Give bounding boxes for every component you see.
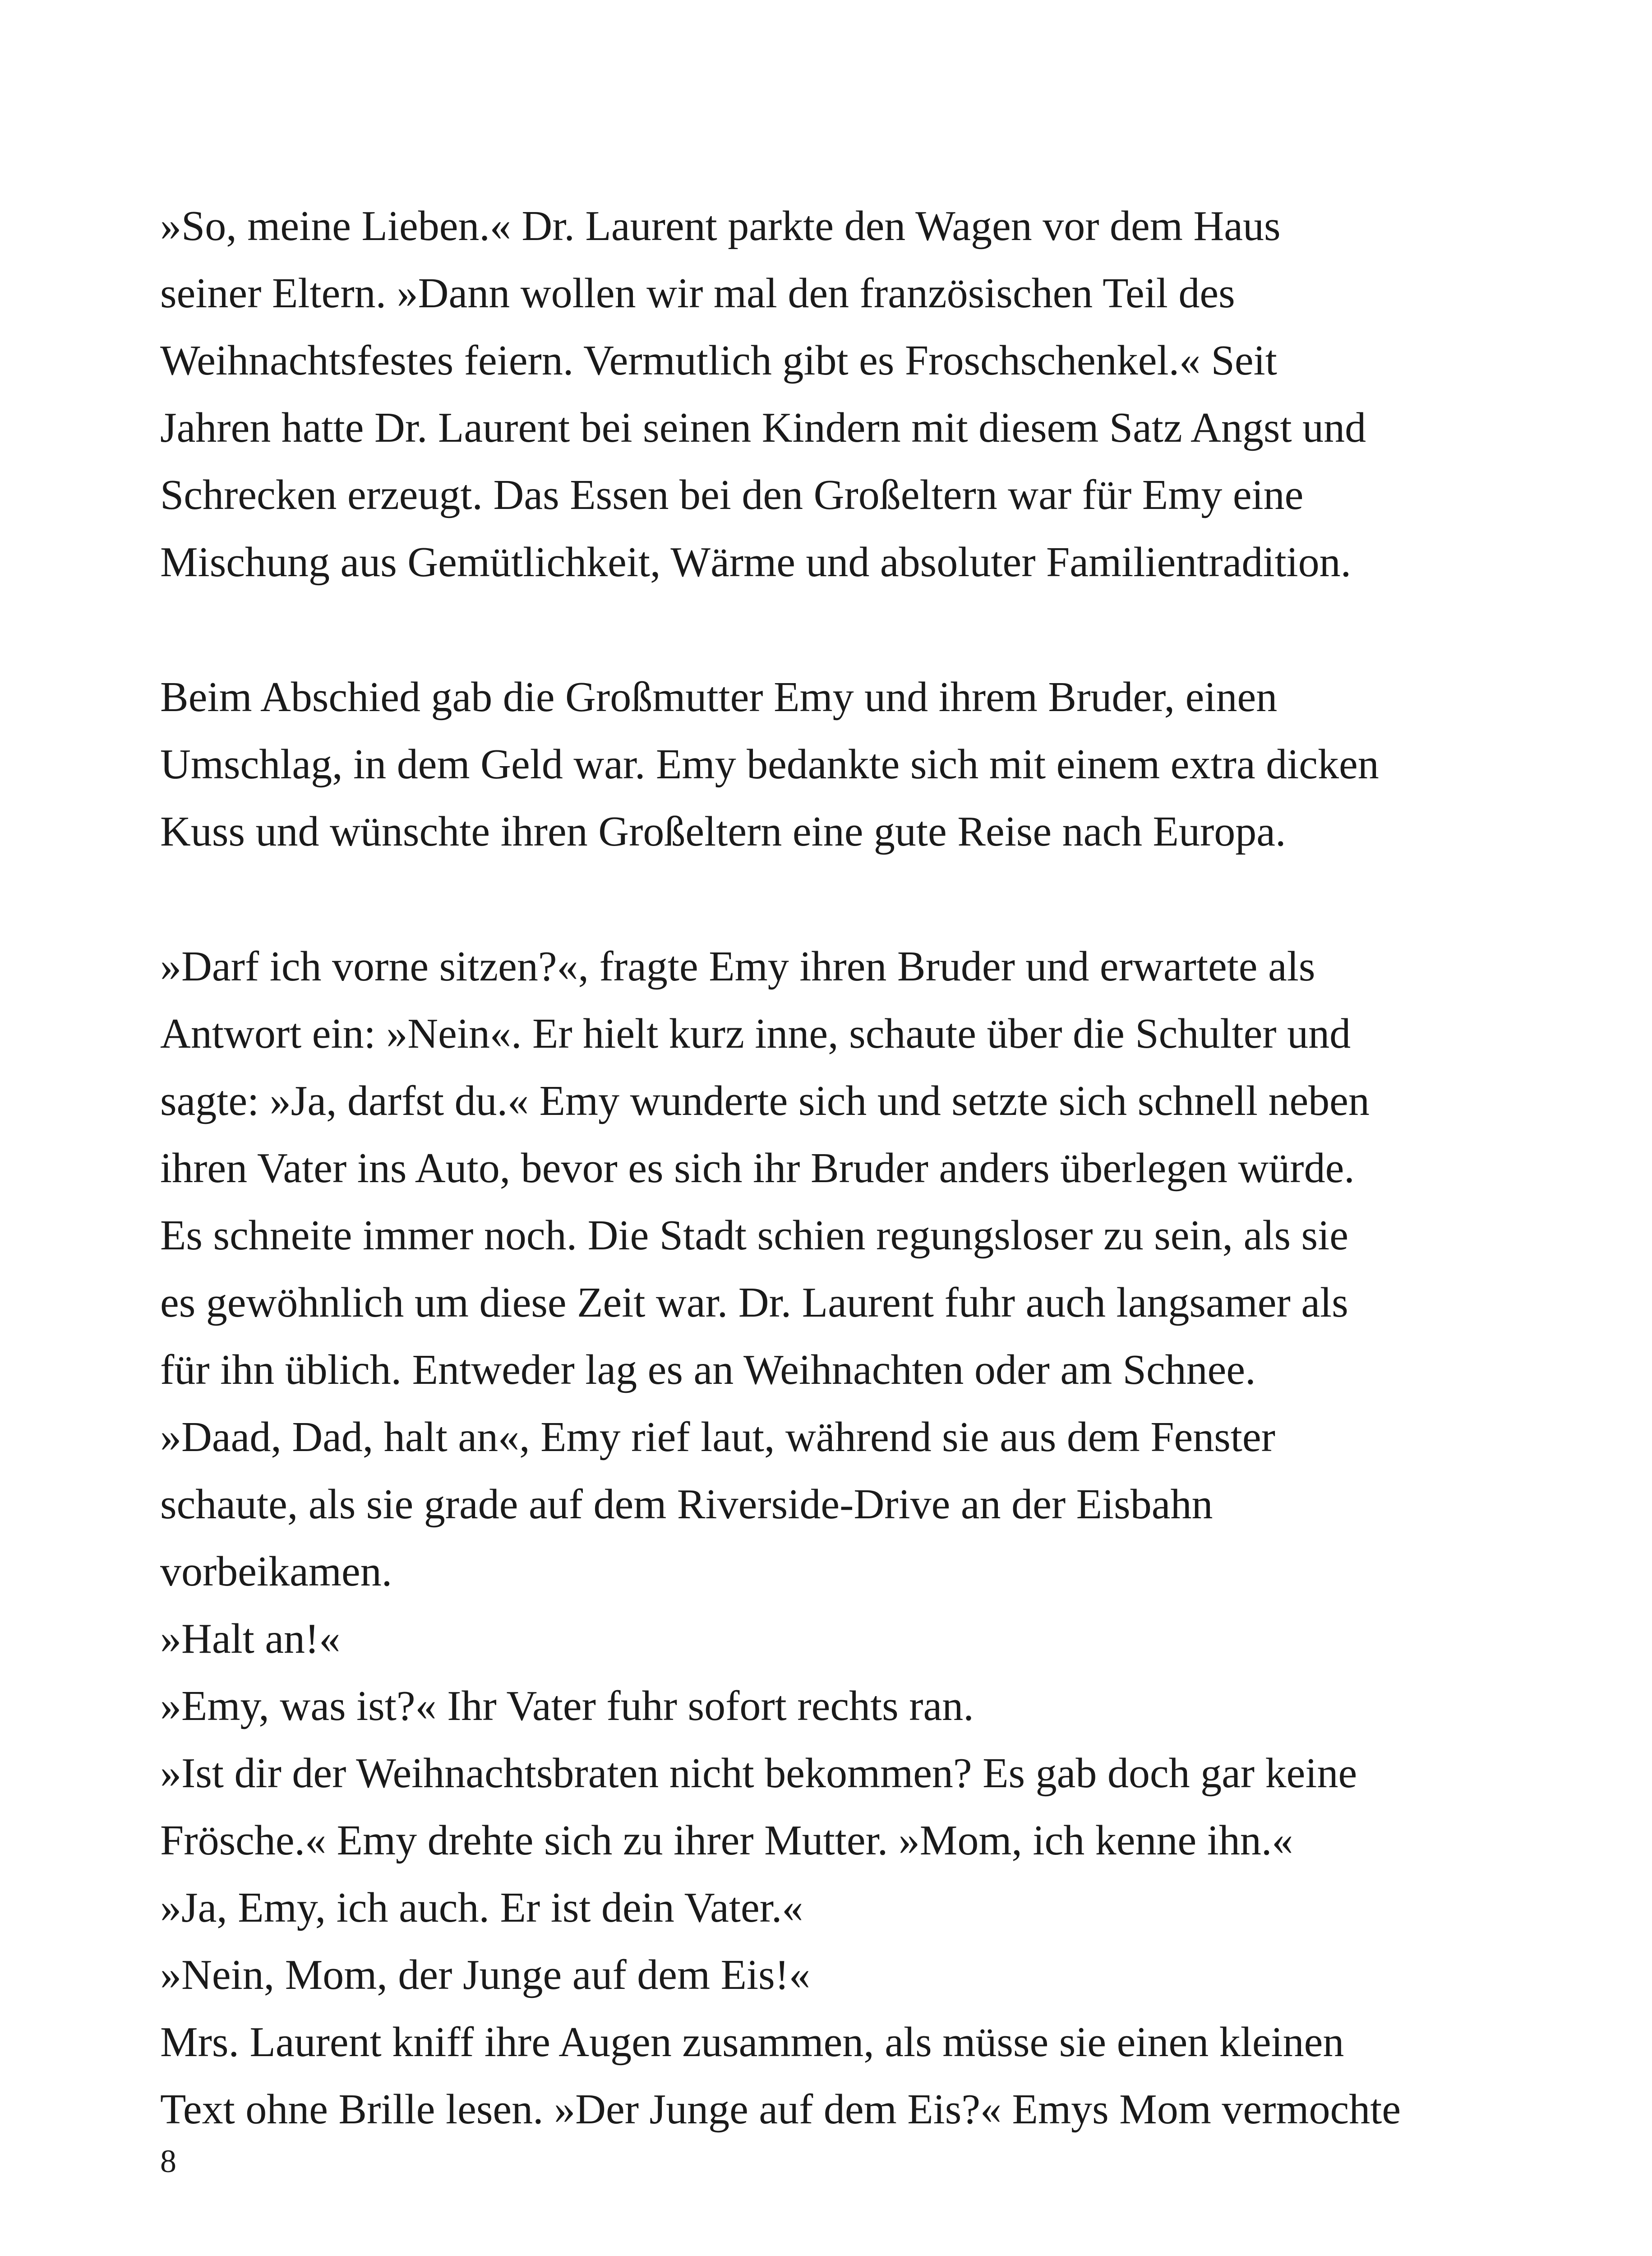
paragraph-3 — [160, 933, 1514, 2143]
paragraph-2 — [160, 664, 1514, 865]
text-line: »Halt an!« — [160, 1615, 341, 1662]
text-line: »Darf ich vorne sitzen?«, fragte Emy ihren Bruder und erwartete als — [160, 943, 1315, 990]
text-line: sagte: »Ja, darfst du.« Emy wunderte sich und setzte sich schnell neben — [160, 1077, 1370, 1124]
text-line: Jahren hatte Dr. Laurent bei seinen Kindern mit diesem Satz Angst und — [160, 404, 1366, 451]
paragraph-1 — [160, 193, 1514, 596]
text-line: seiner Eltern. »Dann wollen wir mal den französischen Teil des — [160, 270, 1235, 317]
text-line: Es schneite immer noch. Die Stadt schien regungsloser zu sein, als sie — [160, 1212, 1348, 1259]
text-line: ihren Vater ins Auto, bevor es sich ihr Bruder anders überlegen würde. — [160, 1145, 1355, 1192]
text-line: es gewöhnlich um diese Zeit war. Dr. Laurent fuhr auch langsamer als — [160, 1279, 1348, 1326]
text-line: »Ja, Emy, ich auch. Er ist dein Vater.« — [160, 1884, 803, 1931]
text-line: »Emy, was ist?« Ihr Vater fuhr sofort rechts ran. — [160, 1683, 974, 1729]
text-line: Mrs. Laurent kniff ihre Augen zusammen, als müsse sie einen kleinen — [160, 2019, 1344, 2066]
page-number: 8 — [160, 2143, 176, 2179]
text-line: Umschlag, in dem Geld war. Emy bedankte sich mit einem extra dicken — [160, 741, 1379, 788]
text-line: Schrecken erzeugt. Das Essen bei den Großeltern war für Emy eine — [160, 472, 1304, 518]
text-line: Antwort ein: »Nein«. Er hielt kurz inne, schaute über die Schulter und — [160, 1010, 1351, 1057]
text-line: »So, meine Lieben.« Dr. Laurent parkte den Wagen vor dem Haus — [160, 203, 1281, 250]
text-line: Mischung aus Gemütlichkeit, Wärme und absoluter Familientradition. — [160, 539, 1352, 586]
text-line: Beim Abschied gab die Großmutter Emy und ihrem Bruder, einen — [160, 674, 1278, 721]
text-line: Frösche.« Emy drehte sich zu ihrer Mutter. »Mom, ich kenne ihn.« — [160, 1817, 1293, 1864]
text-line: Kuss und wünschte ihren Großeltern eine gute Reise nach Europa. — [160, 808, 1286, 855]
text-line: Text ohne Brille lesen. »Der Junge auf dem Eis?« Emys Mom vermochte — [160, 2086, 1401, 2133]
text-line: schaute, als sie grade auf dem Riverside-Drive an der Eisbahn — [160, 1481, 1213, 1528]
text-line: vorbeikamen. — [160, 1548, 392, 1595]
text-line: »Nein, Mom, der Junge auf dem Eis!« — [160, 1951, 811, 1998]
text-line: Weihnachtsfestes feiern. Vermutlich gibt es Froschschenkel.« Seit — [160, 337, 1277, 384]
text-line: »Daad, Dad, halt an«, Emy rief laut, während sie aus dem Fenster — [160, 1414, 1275, 1461]
text-line: »Ist dir der Weihnachtsbraten nicht bekommen? Es gab doch gar keine — [160, 1750, 1357, 1797]
text-line: für ihn üblich. Entweder lag es an Weihnachten oder am Schnee. — [160, 1346, 1256, 1393]
